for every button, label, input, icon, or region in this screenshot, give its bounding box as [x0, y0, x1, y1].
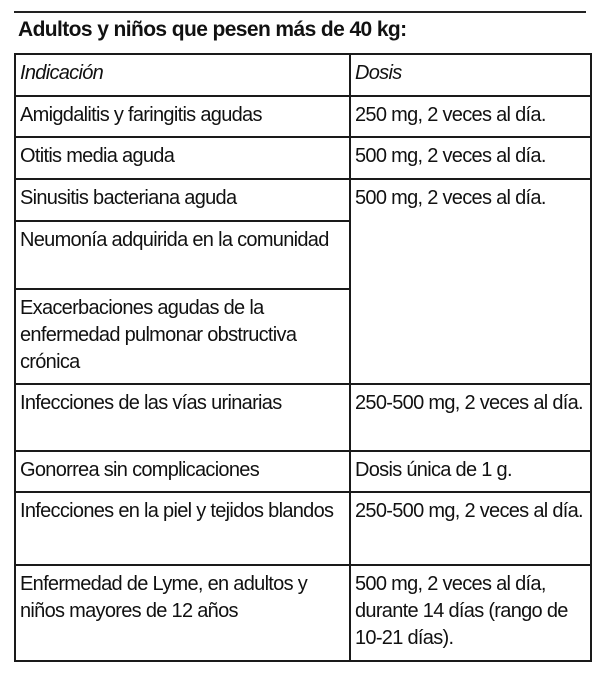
- indication-cell: Enfermedad de Lyme, en adultos y niños mayores de 12 años: [15, 565, 350, 661]
- indication-cell: Infecciones de las vías urinarias: [15, 384, 350, 451]
- header-dose: Dosis: [350, 54, 591, 96]
- table-row: [15, 384, 591, 451]
- table-row: [15, 565, 591, 661]
- header-indication: Indicación: [15, 54, 350, 96]
- indication-cell: Amigdalitis y faringitis agudas: [15, 96, 350, 137]
- dose-cell: 500 mg, 2 veces al día.: [350, 137, 591, 179]
- top-rule: [14, 11, 586, 13]
- dose-cell: 250 mg, 2 veces al día.: [350, 96, 591, 137]
- table-row: [15, 137, 591, 179]
- dosage-table: [14, 53, 592, 662]
- indication-cell: Exacerbaciones agudas de la enfermedad pulmonar obstructiva crónica: [15, 289, 350, 384]
- dose-cell: 250-500 mg, 2 veces al día.: [350, 384, 591, 451]
- indication-cell: Gonorrea sin complicaciones: [15, 451, 350, 492]
- dose-cell: 250-500 mg, 2 veces al día.: [350, 492, 591, 565]
- table-row: [15, 96, 591, 137]
- indication-cell: Neumonía adquirida en la comunidad: [15, 221, 350, 289]
- dose-cell: 500 mg, 2 veces al día, durante 14 días (rango de 10-21 días).: [350, 565, 591, 661]
- indication-cell: Otitis media aguda: [15, 137, 350, 179]
- table-row: [15, 492, 591, 565]
- dose-cell: Dosis única de 1 g.: [350, 451, 591, 492]
- table-row: [15, 451, 591, 492]
- table-header-row: [15, 54, 591, 96]
- table-row: [15, 179, 591, 221]
- indication-cell: Sinusitis bacteriana aguda: [15, 179, 350, 221]
- section-title: Adultos y niños que pesen más de 40 kg:: [18, 18, 407, 41]
- indication-cell: Infecciones en la piel y tejidos blandos: [15, 492, 350, 565]
- dose-cell-merged: 500 mg, 2 veces al día.: [350, 179, 591, 384]
